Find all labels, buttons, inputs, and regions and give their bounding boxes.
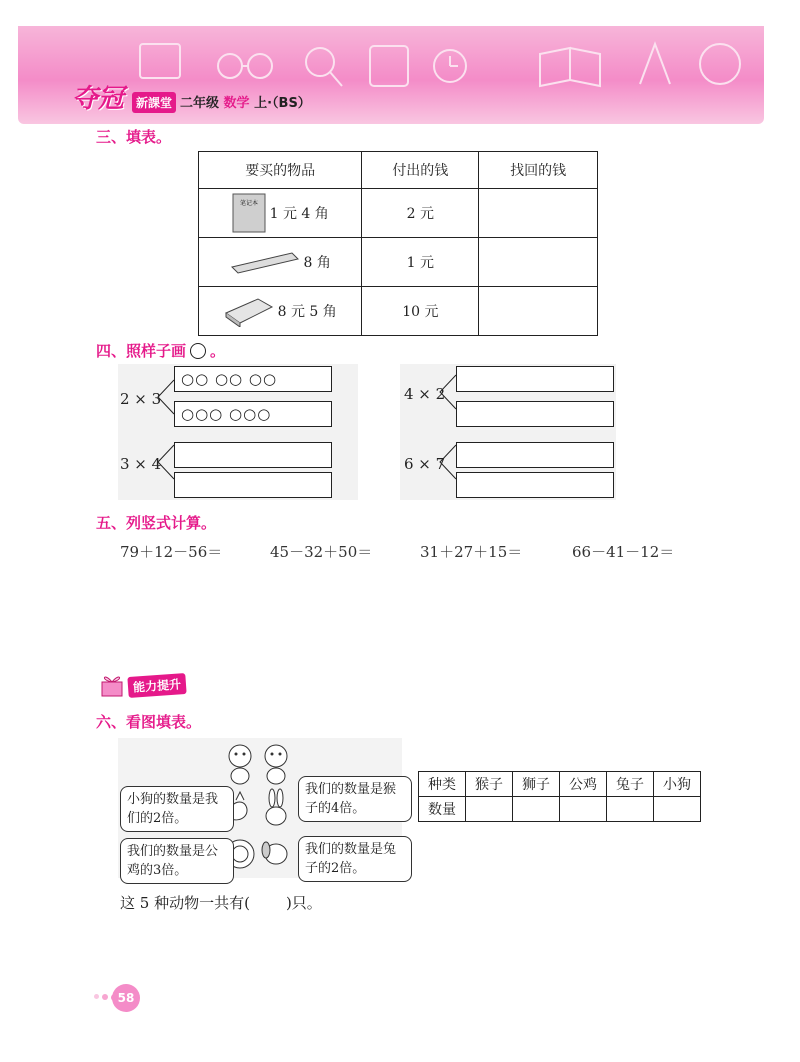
pencil-case-icon: [224, 295, 274, 327]
drawing-box[interactable]: [456, 401, 614, 427]
drawing-box[interactable]: [174, 442, 332, 468]
paid: 2 元: [362, 189, 479, 238]
gift-icon: [98, 672, 126, 698]
ruler-icon: [230, 249, 300, 275]
header-decoration-icons: [120, 34, 750, 94]
calc-problem: 79＋12－56＝: [120, 543, 223, 561]
section5-title: 五、列竖式计算。: [96, 514, 217, 532]
change-input[interactable]: [479, 238, 598, 287]
expr: 2 × 3: [120, 390, 162, 408]
ability-banner: 能力提升: [98, 672, 186, 698]
header-change: 找回的钱: [479, 152, 598, 189]
price: 1 元 4 角: [269, 206, 329, 222]
drawing-box[interactable]: ○○○ ○○○: [174, 401, 332, 427]
section3-title: 三、填表。: [96, 128, 172, 146]
speech-bubble: 我们的数量是猴子的4倍。: [298, 776, 412, 822]
table-row: [199, 189, 598, 238]
paid: 10 元: [362, 287, 479, 336]
brace-icon: [156, 378, 176, 416]
animal-name: 小狗: [654, 772, 701, 797]
price: 8 元 5 角: [277, 304, 337, 320]
table-row: [199, 287, 598, 336]
brace-icon: [438, 373, 458, 411]
animal-name: 公鸡: [560, 772, 607, 797]
change-input[interactable]: [479, 189, 598, 238]
calc-problem: 45－32＋50＝: [270, 543, 373, 561]
count-input[interactable]: [466, 797, 513, 822]
header-items: 要买的物品: [199, 152, 362, 189]
circle-icon: [190, 343, 206, 359]
brace-icon: [438, 443, 458, 481]
grade: 二年级: [180, 96, 220, 111]
page-number: 58: [112, 984, 140, 1012]
table-row: [199, 238, 598, 287]
row-label: 数量: [419, 797, 466, 822]
row-label: 种类: [419, 772, 466, 797]
expr: 4 × 2: [404, 385, 446, 403]
change-table: [198, 151, 598, 336]
calc-problem: 31＋27＋15＝: [420, 543, 523, 561]
drawing-box[interactable]: [456, 442, 614, 468]
change-input[interactable]: [479, 287, 598, 336]
brand-logo: 夺冠: [72, 84, 125, 114]
speech-bubble: 小狗的数量是我们的2倍。: [120, 786, 234, 832]
section4-title: 四、照样子画 。: [96, 342, 226, 360]
svg-text:笔记本: 笔记本: [239, 200, 258, 207]
count-input[interactable]: [513, 797, 560, 822]
count-input[interactable]: [560, 797, 607, 822]
animal-count-table: [418, 771, 701, 822]
expr: 3 × 4: [120, 455, 162, 473]
subject: 数学: [223, 96, 250, 111]
expr: 6 × 7: [404, 455, 446, 473]
total-sentence: 这 5 种动物一共有( )只。: [120, 894, 322, 912]
monkeys-icon: [224, 738, 298, 786]
animal-name: 兔子: [607, 772, 654, 797]
drawing-box[interactable]: [456, 472, 614, 498]
animal-name: 狮子: [513, 772, 560, 797]
paid: 1 元: [362, 238, 479, 287]
speech-bubble: 我们的数量是兔子的2倍。: [298, 836, 412, 882]
animal-name: 猴子: [466, 772, 513, 797]
brace-icon: [156, 443, 176, 481]
count-input[interactable]: [607, 797, 654, 822]
count-input[interactable]: [654, 797, 701, 822]
price: 8 角: [303, 255, 331, 271]
drawing-box[interactable]: [456, 366, 614, 392]
brand-sub: 新課堂: [132, 92, 176, 113]
speech-bubble: 我们的数量是公鸡的3倍。: [120, 838, 234, 884]
volume: 上·（BS）: [254, 96, 311, 111]
drawing-box[interactable]: ○○ ○○ ○○: [174, 366, 332, 392]
header-paid: 付出的钱: [362, 152, 479, 189]
calc-problem: 66－41－12＝: [572, 543, 675, 561]
section6-title: 六、看图填表。: [96, 713, 202, 731]
drawing-box[interactable]: [174, 472, 332, 498]
book-subject: [180, 92, 311, 111]
notebook-icon: [232, 193, 266, 233]
